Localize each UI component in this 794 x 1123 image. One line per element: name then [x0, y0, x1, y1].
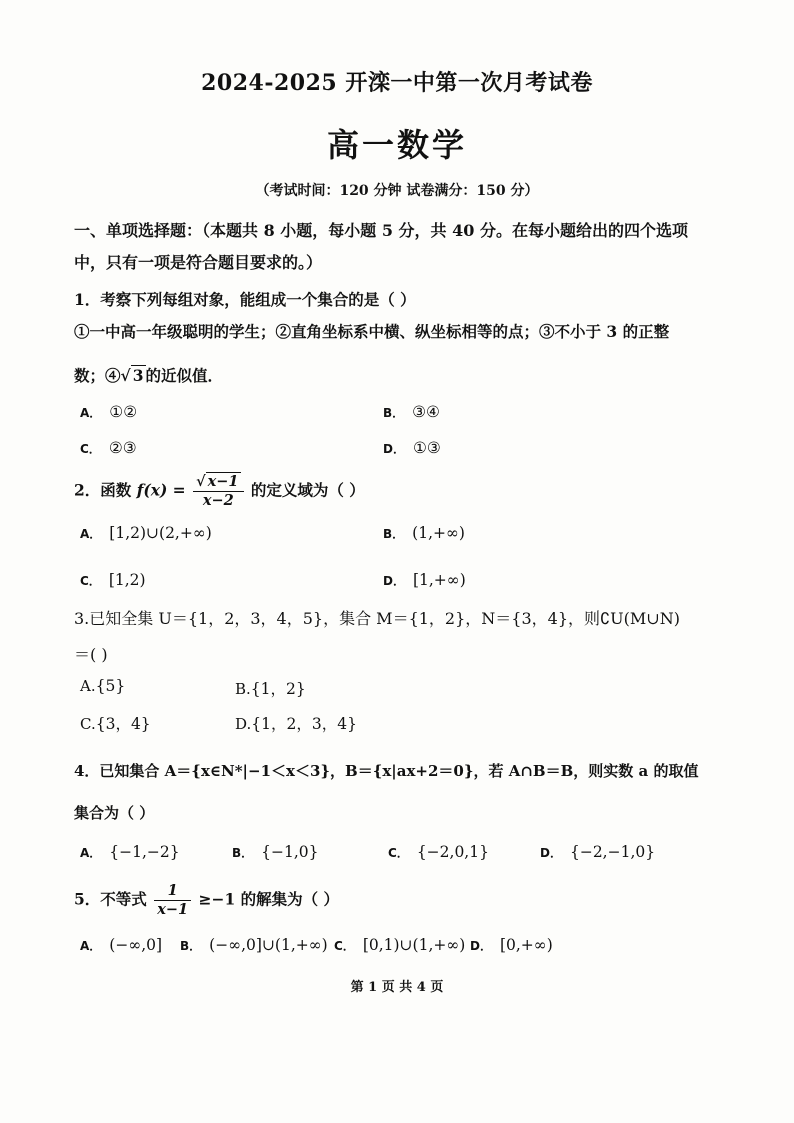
- option-value: [1,+∞): [412, 571, 466, 589]
- option-value: {−2,−1,0}: [569, 843, 656, 861]
- option-label: D．: [470, 939, 492, 953]
- question-3-stem: 3.已知全集 U＝{1，2，3，4，5}，集合 M＝{1，2}，N＝{3，4}，则∁U(M∪N): [74, 609, 680, 628]
- option-label: D．: [383, 574, 405, 588]
- question-3-option-d[interactable]: [235, 712, 357, 734]
- question-2-option-d[interactable]: [383, 571, 466, 589]
- question-5-fraction: [154, 882, 191, 919]
- option-label: A.: [80, 677, 96, 695]
- exam-info: （考试时间：120 分钟 试卷满分：150 分）: [255, 183, 539, 199]
- question-4-stem: 4．已知集合 A＝{x∈N*|−1＜x＜3}，B＝{x|ax+2＝0}，若 A∩B＝B，则实数 a 的取值: [74, 762, 699, 780]
- question-2-fraction: [193, 473, 243, 510]
- fraction-denominator: x−2: [202, 492, 234, 509]
- question-4-option-a[interactable]: [80, 843, 180, 861]
- question-4-option-c[interactable]: [388, 843, 489, 861]
- option-label: D.: [235, 715, 252, 733]
- option-value: [1,2)∪(2,+∞): [109, 524, 212, 542]
- option-value: {5}: [95, 677, 126, 695]
- question-2-prefix: 2．函数: [74, 480, 132, 500]
- question-3-stem-line2: ＝( ): [74, 645, 108, 664]
- option-value: {−2,0,1}: [416, 843, 489, 861]
- option-label: A．: [80, 406, 102, 420]
- exam-title: 2024-2025 开滦一中第一次月考试卷: [201, 70, 593, 96]
- question-1-option-c[interactable]: [80, 439, 137, 457]
- question-2-stem: [74, 473, 365, 510]
- option-label: B．: [383, 527, 405, 541]
- option-value: [0,+∞): [499, 936, 553, 954]
- option-label: B.: [235, 680, 251, 698]
- question-1-option-d[interactable]: [383, 439, 441, 457]
- option-label: B．: [383, 406, 405, 420]
- question-3-option-b[interactable]: [235, 677, 306, 699]
- question-1-stem: 1．考察下列每组对象，能组成一个集合的是（ ）: [74, 290, 416, 309]
- option-label: C．: [388, 846, 409, 860]
- question-1-option-a[interactable]: [80, 403, 137, 421]
- option-label: B．: [232, 846, 254, 860]
- option-value: ③④: [412, 403, 440, 421]
- option-value: ①③: [412, 439, 441, 457]
- option-value: (−∞,0]∪(1,+∞): [209, 936, 328, 954]
- subject-title: 高一数学: [326, 126, 467, 164]
- option-label: A．: [80, 846, 102, 860]
- option-value: {1，2}: [250, 680, 306, 698]
- option-label: A．: [80, 527, 102, 541]
- question-5-prefix: 5．不等式: [74, 889, 147, 909]
- fraction-denominator: x−1: [157, 901, 189, 918]
- option-label: D．: [540, 846, 562, 860]
- option-label: D．: [383, 442, 405, 456]
- question-4-option-b[interactable]: [232, 843, 319, 861]
- question-5-option-c[interactable]: [334, 936, 465, 954]
- fraction-numerator: [193, 473, 243, 492]
- question-5-option-b[interactable]: [180, 936, 328, 954]
- question-5-suffix: ≥−1 的解集为（ ）: [198, 889, 340, 909]
- option-label: C.: [80, 715, 96, 733]
- question-1-sqrt-arg: 3: [132, 366, 144, 385]
- question-3-option-c[interactable]: [80, 712, 151, 734]
- section-heading: 一、单项选择题：（本题共 8 小题，每小题 5 分，共 40 分。在每小题给出的四个选项中，只有一项是符合题目要求的。）: [74, 221, 688, 272]
- option-value: ②③: [108, 439, 137, 457]
- sqrt-symbol: √: [120, 366, 131, 385]
- option-label: C．: [80, 442, 101, 456]
- option-value: [0,1)∪(1,+∞): [362, 936, 466, 954]
- question-5-option-d[interactable]: [470, 936, 553, 954]
- option-label: C．: [80, 574, 101, 588]
- question-2-function: f(x) =: [136, 480, 186, 500]
- option-value: {−1,−2}: [109, 843, 180, 861]
- option-label: C．: [334, 939, 355, 953]
- question-5-stem: [74, 882, 339, 919]
- option-label: A．: [80, 939, 102, 953]
- question-1-line2: ①一中高一年级聪明的学生；②直角坐标系中横、纵坐标相等的点；③不小于 3 的正整: [74, 322, 670, 341]
- option-value: (1,+∞): [412, 524, 465, 542]
- fraction-numerator: 1: [154, 882, 191, 901]
- question-2-option-c[interactable]: [80, 571, 146, 589]
- question-4-stem-line2: 集合为（ ）: [74, 804, 155, 822]
- sqrt-argument: x−1: [207, 473, 239, 490]
- question-1-line3: [74, 364, 223, 386]
- question-1-option-b[interactable]: [383, 403, 440, 421]
- option-value: {−1,0}: [261, 843, 319, 861]
- question-1-line3-prefix: 数；④: [74, 366, 121, 385]
- question-2-suffix: 的定义域为（ ）: [250, 480, 365, 500]
- option-value: (−∞,0]: [109, 936, 163, 954]
- question-5-option-a[interactable]: [80, 936, 162, 954]
- question-3-option-a[interactable]: [80, 677, 125, 695]
- question-2-option-a[interactable]: [80, 524, 212, 542]
- question-4-option-d[interactable]: [540, 843, 655, 861]
- option-value: {3，4}: [95, 715, 151, 733]
- option-value: {1，2，3，4}: [251, 715, 357, 733]
- option-value: ①②: [109, 403, 138, 421]
- question-1-line3-suffix: 的近似值．: [145, 366, 224, 385]
- option-value: [1,2): [108, 571, 146, 589]
- sqrt-symbol: √: [196, 473, 206, 490]
- question-2-option-b[interactable]: [383, 524, 465, 542]
- option-label: B．: [180, 939, 202, 953]
- page-footer: 第 1 页 共 4 页: [350, 980, 444, 995]
